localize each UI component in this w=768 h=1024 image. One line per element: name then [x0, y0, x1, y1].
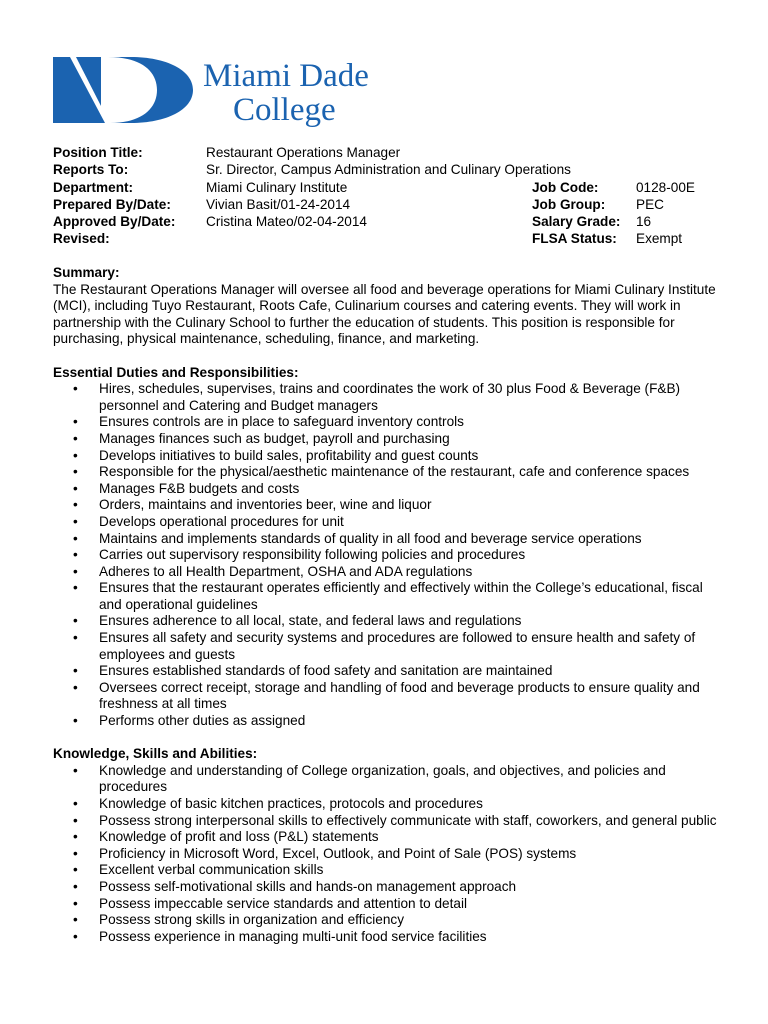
list-item: • Maintains and implements standards of quality in all food and beverage service operations — [53, 531, 718, 548]
logo-line-2: College — [233, 92, 336, 128]
field-label: Job Group: — [532, 196, 606, 212]
list-item: • Adheres to all Health Department, OSHA and ADA regulations — [53, 564, 718, 581]
field-label: Revised: — [53, 231, 110, 247]
field-label: Reports To: — [53, 162, 129, 178]
list-item: • Possess experience in managing multi-unit food service facilities — [53, 929, 718, 946]
college-logo — [53, 57, 369, 129]
field-value: 16 — [636, 214, 652, 230]
field-value: PEC — [636, 196, 664, 212]
list-item: • Hires, schedules, supervises, trains and coordinates the work of 30 plus Food & Beverage (F&B) personnel and Catering and Budget managers — [53, 381, 718, 414]
field-label: FLSA Status: — [532, 231, 617, 247]
list-item: • Responsible for the physical/aesthetic maintenance of the restaurant, cafe and conference spaces — [53, 464, 718, 481]
summary-section — [53, 265, 718, 348]
list-item: • Oversees correct receipt, storage and handling of food and beverage products to ensure quality and freshness at all times — [53, 680, 718, 713]
list-item: • Possess strong skills in organization and efficiency — [53, 912, 718, 929]
field-label: Salary Grade: — [532, 214, 621, 230]
field-row-reports-to — [53, 161, 753, 178]
field-value: Exempt — [636, 231, 683, 247]
field-row-prepared-by — [53, 196, 753, 213]
field-row-department — [53, 179, 753, 196]
field-value: Vivian Basit/01-24-2014 — [206, 196, 351, 212]
list-item: • Manages finances such as budget, payroll and purchasing — [53, 431, 718, 448]
list-item: • Ensures adherence to all local, state, and federal laws and regulations — [53, 613, 718, 630]
field-label: Approved By/Date: — [53, 214, 176, 230]
ksa-list — [53, 763, 718, 946]
list-item: • Proficiency in Microsoft Word, Excel, Outlook, and Point of Sale (POS) systems — [53, 846, 718, 863]
list-item: • Knowledge and understanding of College organization, goals, and objectives, and policies and procedures — [53, 763, 718, 796]
field-row-position-title — [53, 144, 753, 161]
list-item: • Develops operational procedures for unit — [53, 514, 718, 531]
list-item: • Ensures controls are in place to safeguard inventory controls — [53, 414, 718, 431]
position-details — [53, 144, 753, 248]
list-item: • Excellent verbal communication skills — [53, 862, 718, 879]
field-row-approved-by — [53, 213, 753, 230]
duties-section — [53, 365, 718, 730]
list-item: • Knowledge of basic kitchen practices, protocols and procedures — [53, 796, 718, 813]
list-item: • Develops initiatives to build sales, profitability and guest counts — [53, 448, 718, 465]
duties-list — [53, 381, 718, 729]
list-item: • Carries out supervisory responsibility following policies and procedures — [53, 547, 718, 564]
md-emblem-icon — [53, 57, 193, 123]
field-value: Cristina Mateo/02-04-2014 — [206, 214, 367, 230]
list-item: • Knowledge of profit and loss (P&L) statements — [53, 829, 718, 846]
field-value: Miami Culinary Institute — [206, 179, 348, 195]
list-item: • Possess impeccable service standards and attention to detail — [53, 896, 718, 913]
list-item: • Ensures that the restaurant operates efficiently and effectively within the College’s educational, fiscal and operational guidelines — [53, 580, 718, 613]
list-item: • Ensures established standards of food safety and sanitation are maintained — [53, 663, 718, 680]
document-body — [53, 265, 718, 945]
summary-text: The Restaurant Operations Manager will oversee all food and beverage operations for Miami Culinary Institute (MCI), including Tuyo Restaurant, Roots Cafe, Culinarium courses and catering events. They will work in partnership with the Culinary School to further the education of students. This position is responsible for purchasing, physical maintenance, scheduling, finance, and marketing. — [53, 281, 716, 347]
section-heading: Essential Duties and Responsibilities: — [53, 364, 299, 380]
logo-wordmark — [203, 59, 369, 127]
list-item: • Manages F&B budgets and costs — [53, 481, 718, 498]
list-item: • Orders, maintains and inventories beer, wine and liquor — [53, 497, 718, 514]
section-heading: Knowledge, Skills and Abilities: — [53, 746, 258, 762]
field-label: Prepared By/Date: — [53, 196, 171, 212]
list-item: • Ensures all safety and security systems and procedures are followed to ensure health and safety of employees and guests — [53, 630, 718, 663]
list-item: • Performs other duties as assigned — [53, 713, 718, 730]
list-item: • Possess strong interpersonal skills to effectively communicate with staff, coworkers, and general public — [53, 813, 718, 830]
list-item: • Possess self-motivational skills and hands-on management approach — [53, 879, 718, 896]
field-value: 0128-00E — [636, 179, 695, 195]
field-value: Restaurant Operations Manager — [206, 145, 401, 160]
field-label: Position Title: — [53, 145, 143, 160]
ksa-section — [53, 746, 718, 945]
field-label: Department: — [53, 179, 134, 195]
field-value: Sr. Director, Campus Administration and Culinary Operations — [206, 162, 571, 178]
section-heading: Summary: — [53, 265, 120, 280]
field-row-revised — [53, 230, 753, 247]
field-label: Job Code: — [532, 179, 599, 195]
logo-line-1: Miami Dade — [203, 58, 369, 94]
